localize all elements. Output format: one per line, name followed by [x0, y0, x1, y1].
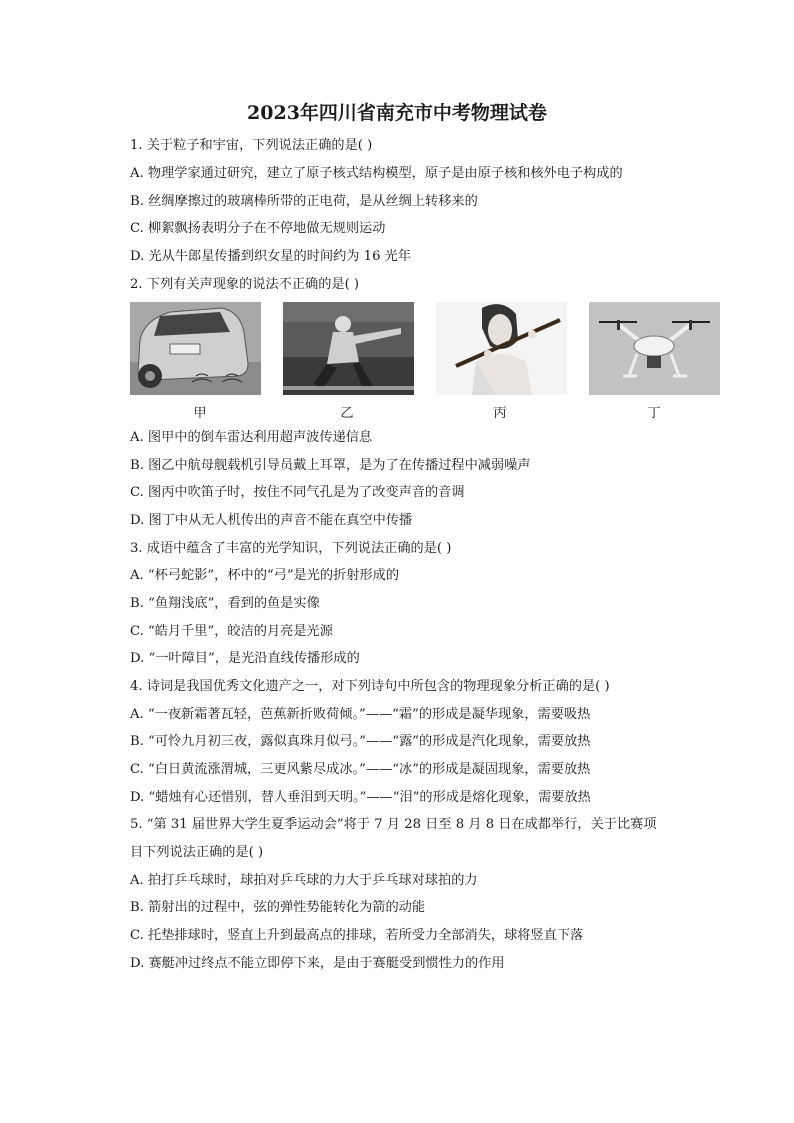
question-2-option-a: A. 图甲中的倒车雷达利用超声波传递信息: [130, 430, 373, 445]
question-2-option-d: D. 图丁中从无人机传出的声音不能在真空中传播: [130, 513, 413, 528]
page-title: 2023年四川省南充市中考物理试卷: [247, 102, 547, 124]
question-2-stem: 2. 下列有关声现象的说法不正确的是( ): [130, 277, 360, 292]
question-4-option-b: B. “可怜九月初三夜，露似真珠月似弓。”——“露”的形成是汽化现象，需要放热: [130, 734, 591, 749]
figure-row: [130, 302, 722, 397]
question-1-option-b: B. 丝绸摩擦过的玻璃棒所带的正电荷，是从丝绸上转移来的: [130, 194, 478, 209]
question-3-stem: 3. 成语中蕴含了丰富的光学知识，下列说法正确的是( ): [130, 541, 452, 556]
figure-flute-player: [436, 302, 567, 395]
question-3-option-c: C. “皓月千里”，皎洁的月亮是光源: [130, 624, 333, 639]
figure-drone: [589, 302, 720, 395]
question-5-stem: 5. “第 31 届世界大学生夏季运动会”将于 7 月 28 日至 8 月 8 日在成都举行，关于比赛项: [130, 817, 657, 832]
question-3-option-a: A. “杯弓蛇影”，杯中的“弓”是光的折射形成的: [130, 568, 400, 583]
figure-car-radar: [130, 302, 261, 395]
question-2-option-c: C. 图丙中吹笛子时，按住不同气孔是为了改变声音的音调: [130, 485, 465, 500]
question-1-stem: 1. 关于粒子和宇宙，下列说法正确的是( ): [130, 138, 373, 153]
question-5-stem-cont: 目下列说法正确的是( ): [130, 845, 264, 860]
question-5-option-c: C. 托垫排球时，竖直上升到最高点的排球，若所受力全部消失，球将竖直下落: [130, 928, 584, 943]
question-1-option-c: C. 柳絮飘扬表明分子在不停地做无规则运动: [130, 221, 386, 236]
question-3-option-d: D. “一叶障目”，是光沿直线传播形成的: [130, 651, 360, 666]
caption-yi: 乙: [340, 406, 354, 421]
figure-deck-officer: [283, 302, 414, 395]
caption-ding: 丁: [647, 406, 661, 421]
question-4-stem: 4. 诗词是我国优秀文化遗产之一，对下列诗句中所包含的物理现象分析正确的是( ): [130, 679, 610, 694]
question-5-option-d: D. 赛艇冲过终点不能立即停下来，是由于赛艇受到惯性力的作用: [130, 956, 505, 971]
question-5-option-a: A. 拍打乒乓球时，球拍对乒乓球的力大于乒乓球对球拍的力: [130, 873, 478, 888]
caption-bing: 丙: [493, 406, 507, 421]
question-4-option-c: C. “白日黄流涨渭城，三更风紫尽成冰。”——“冰”的形成是凝固现象，需要放热: [130, 762, 591, 777]
question-1-option-d: D. 光从牛郎星传播到织女星的时间约为 16 光年: [130, 249, 412, 264]
question-1-option-a: A. 物理学家通过研究，建立了原子核式结构模型，原子是由原子核和核外电子构成的: [130, 166, 623, 181]
caption-jia: 甲: [193, 406, 207, 421]
question-5-option-b: B. 箭射出的过程中，弦的弹性势能转化为箭的动能: [130, 900, 426, 915]
question-3-option-b: B. “鱼翔浅底”，看到的鱼是实像: [130, 596, 320, 611]
question-4-option-a: A. “一夜新霜著瓦轻，芭蕉新折败荷倾。”——“霜”的形成是凝华现象，需要吸热: [130, 707, 591, 722]
question-2-option-b: B. 图乙中航母舰载机引导员戴上耳罩，是为了在传播过程中减弱噪声: [130, 458, 531, 473]
question-4-option-d: D. “蜡烛有心还惜别，替人垂泪到天明。”——“泪”的形成是熔化现象，需要放热: [130, 790, 591, 805]
